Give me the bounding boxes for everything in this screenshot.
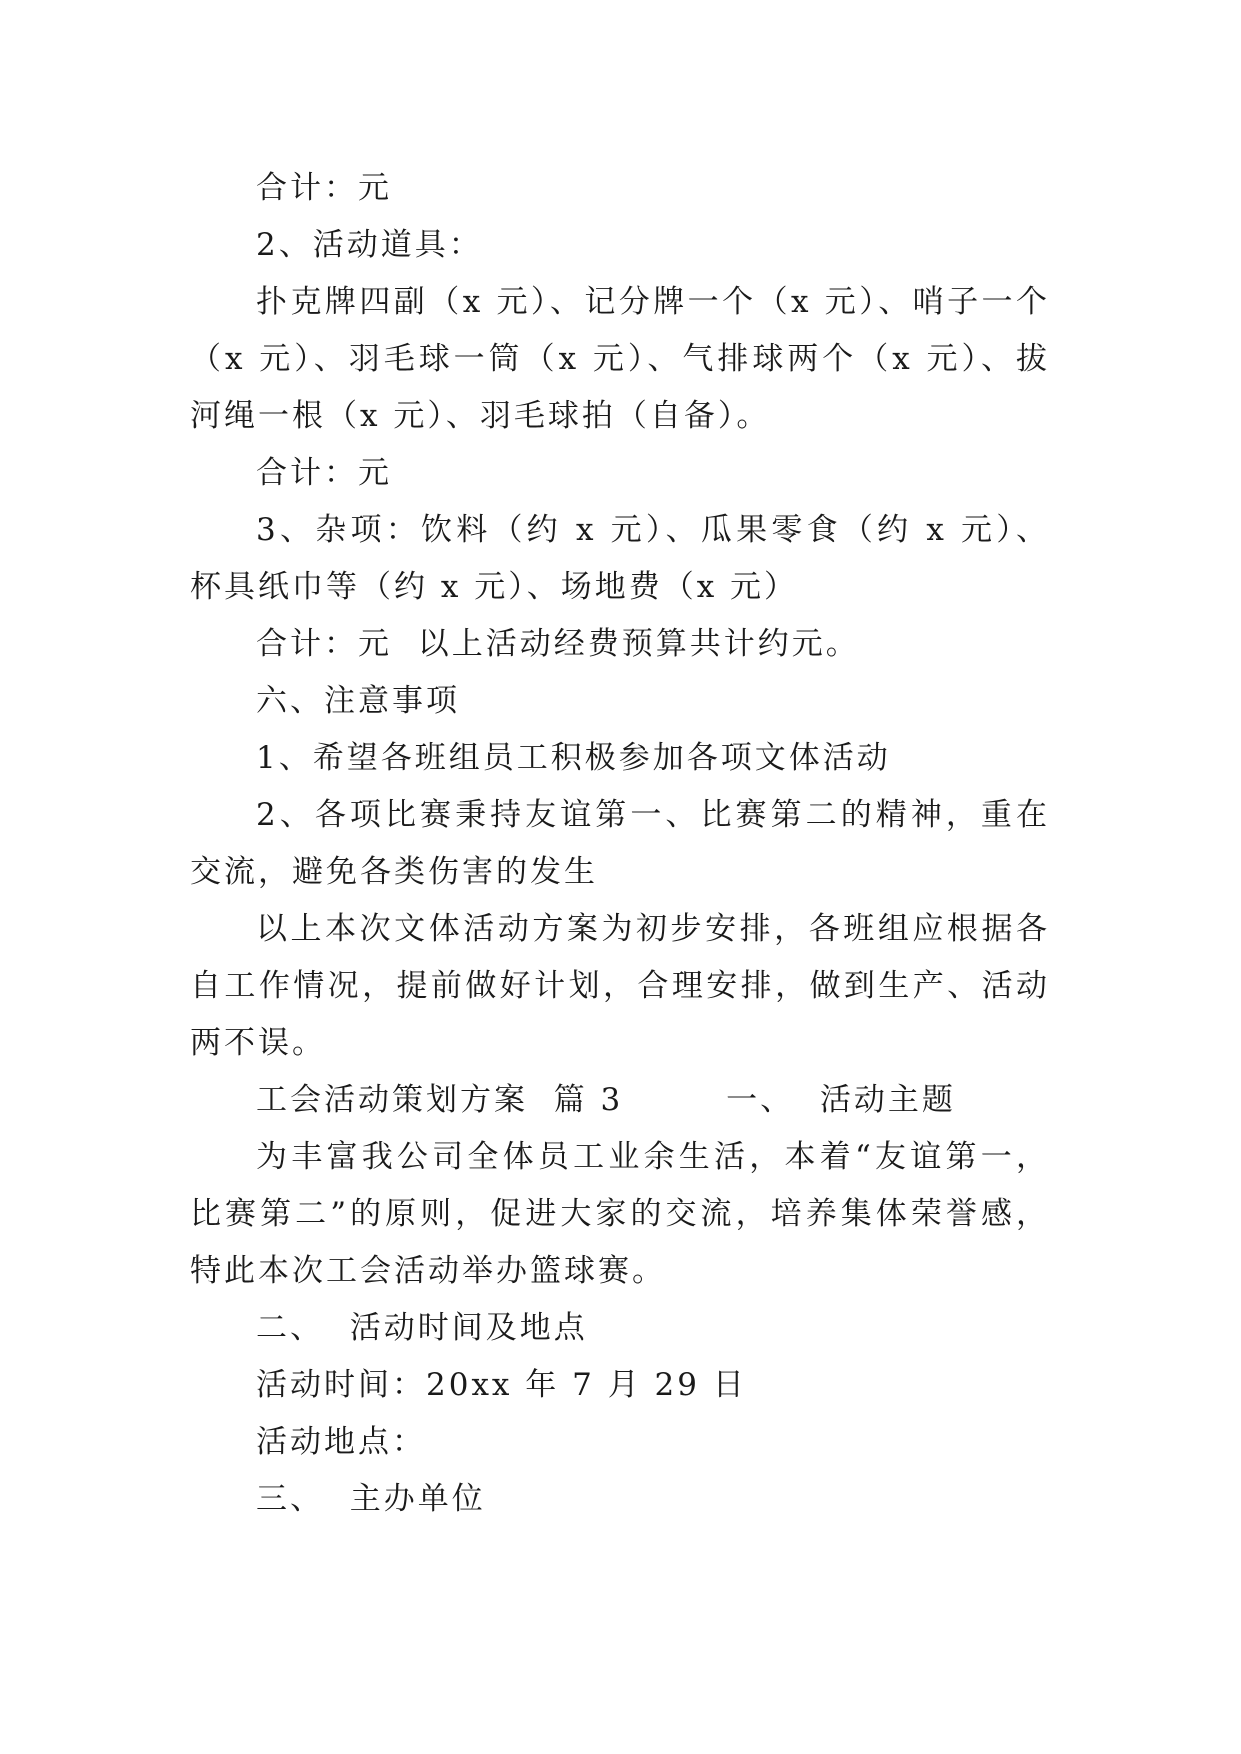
- notes-heading: 六、注意事项: [256, 683, 460, 719]
- note-2: 2、各项比赛秉持友谊第一、比赛第二的精神，重在交流，避免各类伤害的发生: [190, 797, 1050, 890]
- budget-total-2: 合计：元: [256, 455, 392, 491]
- time-place-heading: 二、 活动时间及地点: [256, 1310, 588, 1346]
- plan-3-heading: 工会活动策划方案 篇 3 一、 活动主题: [256, 1082, 956, 1118]
- misc-items: 3、杂项：饮料（约 x 元）、瓜果零食（约 x 元）、杯具纸巾等（约 x 元）、场地费（x 元）: [190, 512, 1050, 605]
- activity-location: 活动地点：: [256, 1424, 426, 1460]
- theme-description: 为丰富我公司全体员工业余生活，本着“友谊第一，比赛第二”的原则，促进大家的交流，培养集体荣誉感，特此本次工会活动举办篮球赛。: [190, 1139, 1050, 1289]
- budget-total-1: 合计：元: [256, 170, 392, 206]
- document-body: [190, 160, 1050, 1528]
- activity-time: 活动时间：20xx 年 7 月 29 日: [256, 1367, 747, 1403]
- organizer-heading: 三、 主办单位: [256, 1481, 486, 1517]
- budget-summary: 合计：元 以上活动经费预算共计约元。: [256, 626, 860, 662]
- note-1: 1、希望各班组员工积极参加各项文体活动: [256, 740, 891, 776]
- closing-remark: 以上本次文体活动方案为初步安排，各班组应根据各自工作情况，提前做好计划，合理安排，做到生产、活动两不误。: [190, 911, 1050, 1061]
- section-props-heading: 2、活动道具：: [256, 227, 483, 263]
- props-list: 扑克牌四副（x 元）、记分牌一个（x 元）、哨子一个（x 元）、羽毛球一筒（x 元）、气排球两个（x 元）、拔河绳一根（x 元）、羽毛球拍（自备）。: [190, 284, 1050, 434]
